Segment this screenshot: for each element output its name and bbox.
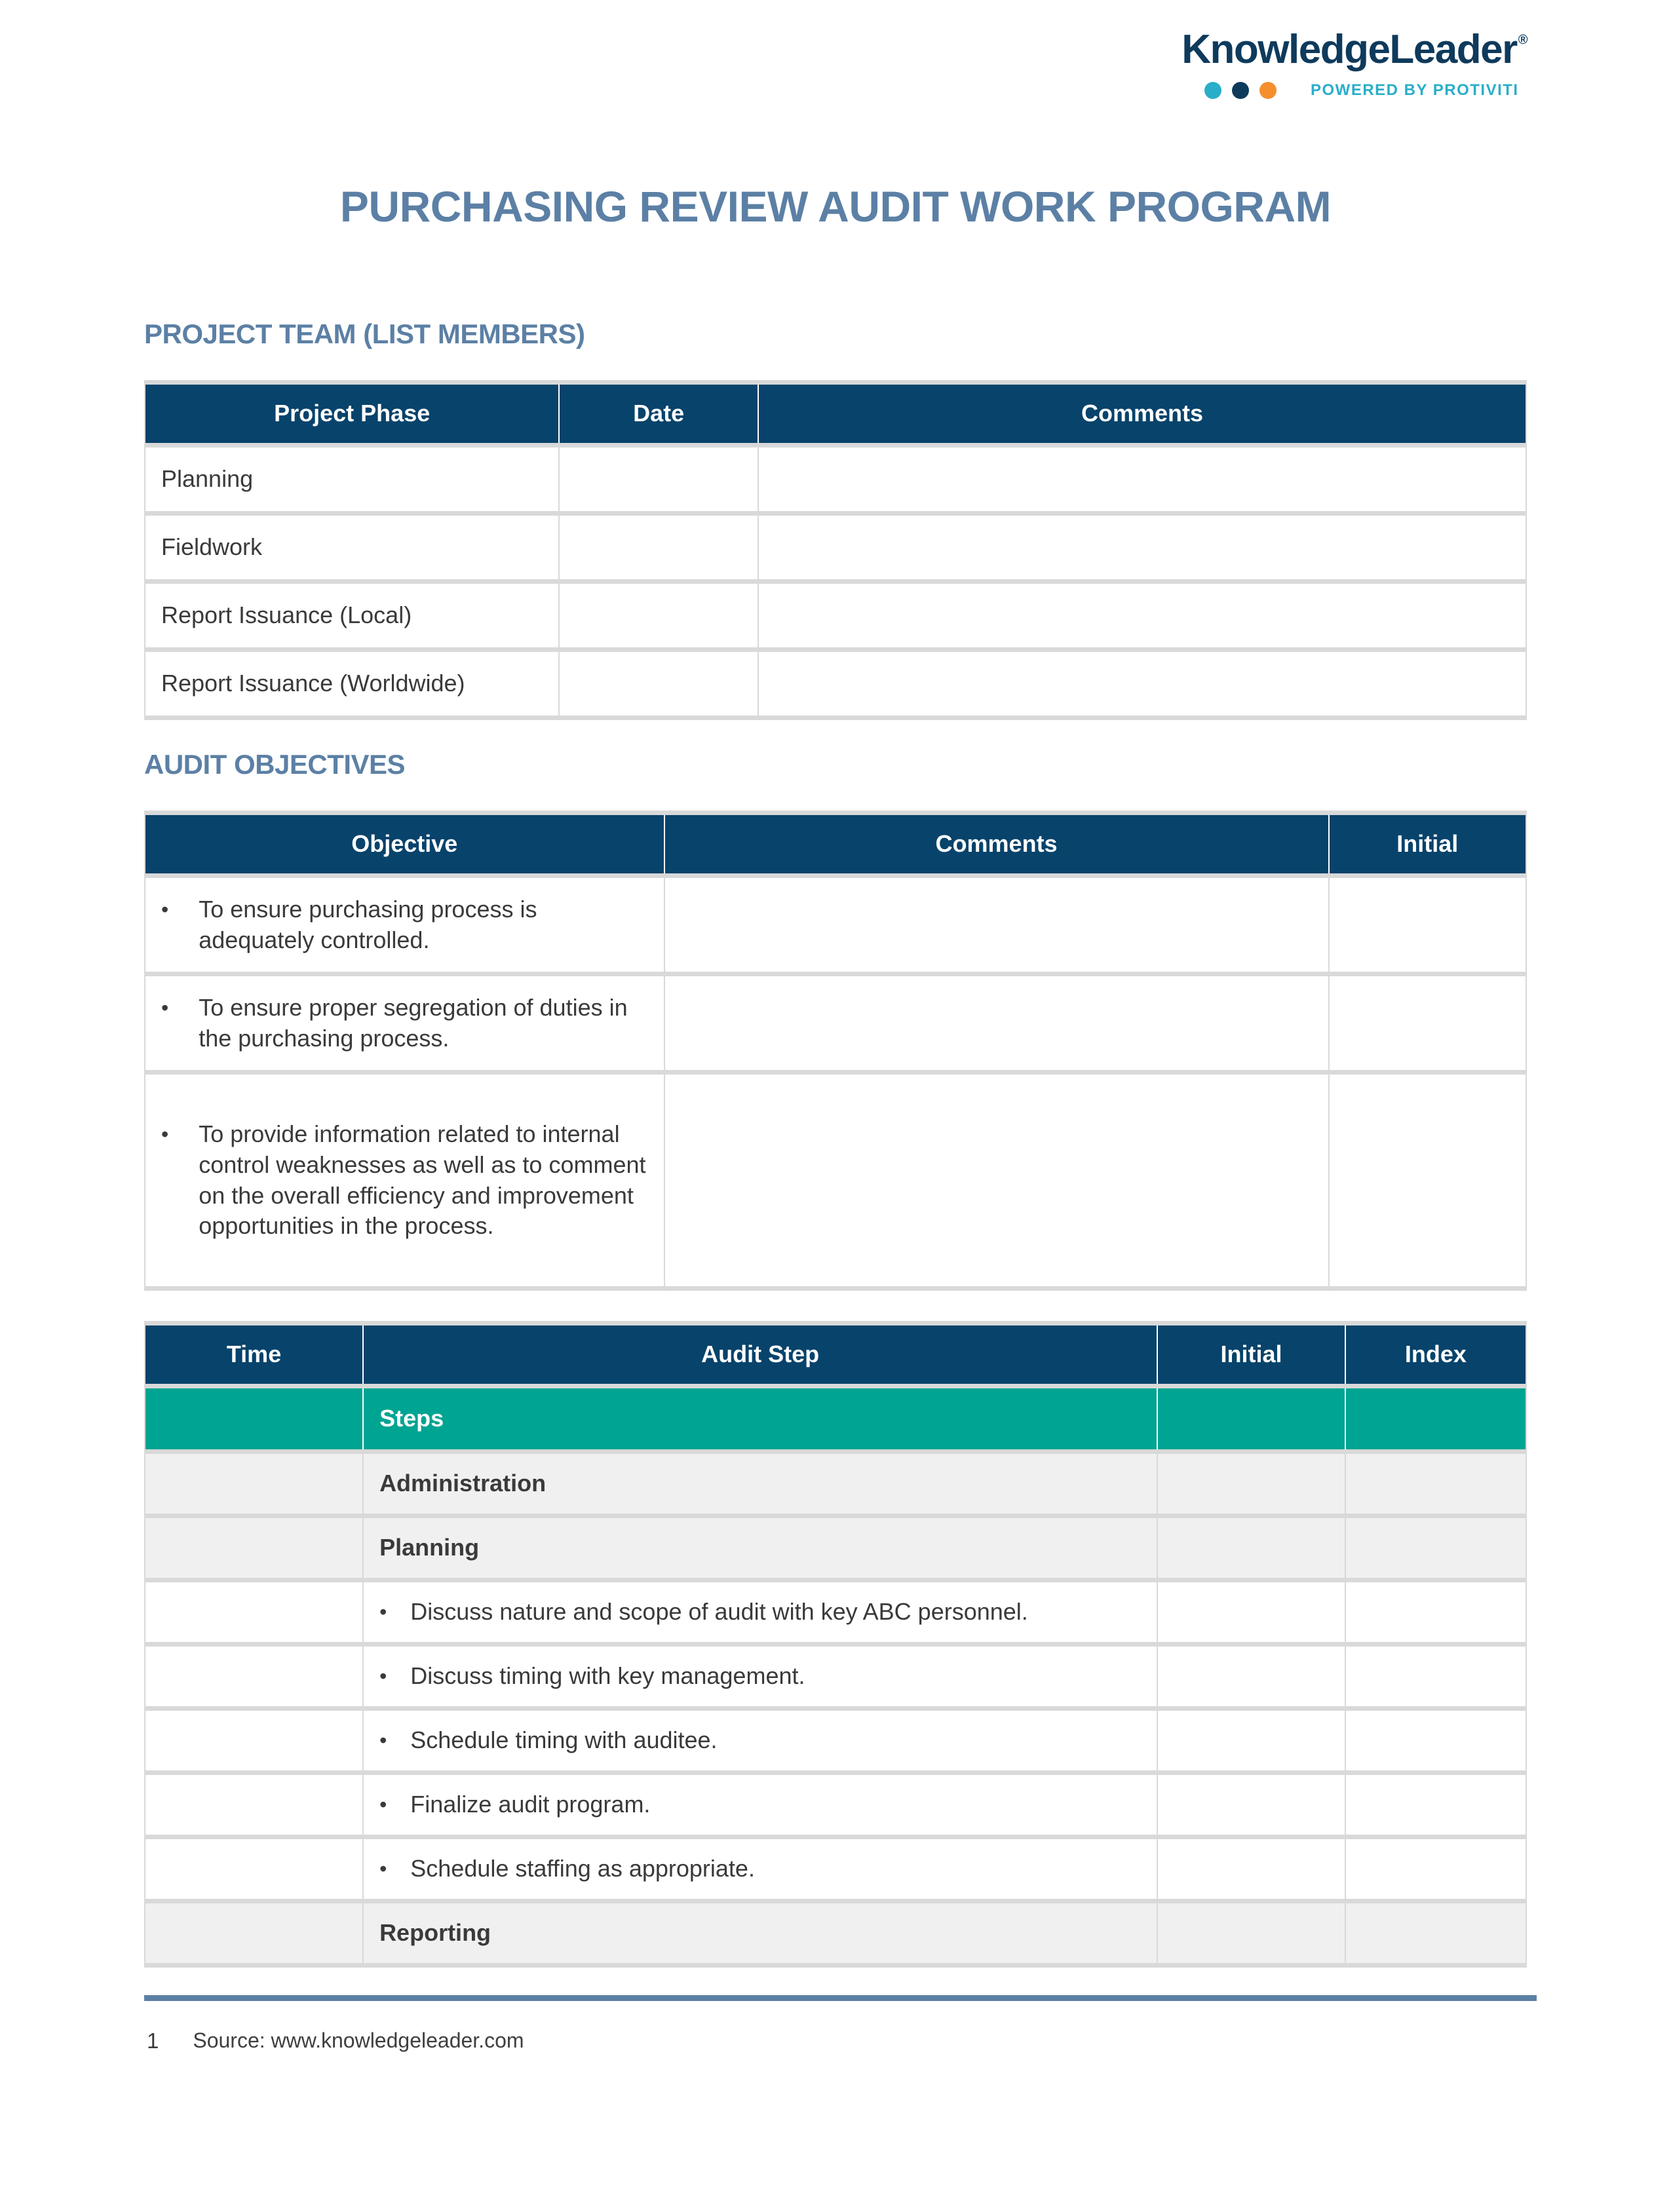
time-cell xyxy=(145,1452,363,1516)
table-row xyxy=(145,1580,1526,1645)
column-header-initial: Initial xyxy=(1157,1324,1345,1386)
objective-cell xyxy=(145,1073,664,1289)
step-text: Schedule staffing as appropriate. xyxy=(410,1855,755,1882)
comments-cell xyxy=(664,1073,1329,1289)
bullet-line xyxy=(379,1597,1141,1628)
brand-name-row xyxy=(1181,28,1527,72)
objective-text: To ensure proper segregation of duties in the purchasing process. xyxy=(199,993,628,1052)
step-cell xyxy=(363,1773,1157,1837)
table-row xyxy=(145,1901,1526,1966)
initial-cell xyxy=(1157,1709,1345,1773)
time-cell xyxy=(145,1516,363,1580)
project-team-heading: PROJECT TEAM (LIST MEMBERS) xyxy=(144,318,585,350)
brand-tagline-row xyxy=(1204,81,1527,100)
bullet-icon: • xyxy=(379,1664,387,1688)
objective-cell xyxy=(145,876,664,974)
time-cell xyxy=(145,1901,363,1966)
initial-cell xyxy=(1157,1516,1345,1580)
time-cell xyxy=(145,1709,363,1773)
table-header-row xyxy=(145,1324,1526,1386)
step-text: Finalize audit program. xyxy=(410,1791,651,1818)
table-row xyxy=(145,1645,1526,1709)
step-text: Schedule timing with auditee. xyxy=(410,1726,718,1754)
time-cell xyxy=(145,1386,363,1452)
table-row xyxy=(145,1773,1526,1837)
source-text: Source: www.knowledgeleader.com xyxy=(193,2029,524,2053)
column-header-index: Index xyxy=(1345,1324,1526,1386)
audit-objectives-table xyxy=(144,810,1527,1291)
table-header-row xyxy=(145,383,1526,446)
bullet-line xyxy=(161,1119,648,1242)
initial-cell xyxy=(1157,1901,1345,1966)
step-cell xyxy=(363,1837,1157,1901)
bullet-icon: • xyxy=(161,897,169,921)
footer xyxy=(144,2029,1527,2053)
initial-cell xyxy=(1157,1773,1345,1837)
bullet-icon: • xyxy=(161,1122,169,1146)
date-cell xyxy=(559,650,758,718)
table-row xyxy=(145,514,1526,582)
step-text: Discuss nature and scope of audit with key ABC personnel. xyxy=(410,1598,1028,1626)
phase-cell: Report Issuance (Local) xyxy=(145,582,559,650)
table-row xyxy=(145,650,1526,718)
initial-cell xyxy=(1329,1073,1526,1289)
date-cell xyxy=(559,514,758,582)
step-text: Discuss timing with key management. xyxy=(410,1662,805,1690)
footer-divider xyxy=(144,1995,1537,2001)
bullet-line xyxy=(379,1854,1141,1884)
step-cell xyxy=(363,1709,1157,1773)
brand-dot-orange-icon xyxy=(1259,82,1277,99)
document-page xyxy=(0,28,1671,2212)
column-header-comments: Comments xyxy=(664,813,1329,876)
table-row xyxy=(145,876,1526,974)
step-cell xyxy=(363,1580,1157,1645)
bullet-line xyxy=(161,993,648,1054)
index-cell xyxy=(1345,1516,1526,1580)
bullet-icon: • xyxy=(379,1600,387,1624)
initial-cell xyxy=(1157,1580,1345,1645)
brand-logo xyxy=(144,28,1527,100)
page-title: PURCHASING REVIEW AUDIT WORK PROGRAM xyxy=(339,182,1332,231)
table-row xyxy=(145,1073,1526,1289)
phase-cell: Fieldwork xyxy=(145,514,559,582)
initial-cell xyxy=(1329,974,1526,1073)
section-label: Steps xyxy=(363,1386,1157,1452)
brand-tagline: POWERED BY PROTIVITI xyxy=(1311,81,1519,100)
bullet-line xyxy=(379,1725,1141,1756)
brand-dot-cyan-icon xyxy=(1204,82,1221,99)
bullet-line xyxy=(379,1789,1141,1820)
table-row xyxy=(145,1516,1526,1580)
comments-cell xyxy=(758,514,1526,582)
comments-cell xyxy=(758,650,1526,718)
initial-cell xyxy=(1157,1837,1345,1901)
comments-cell xyxy=(664,876,1329,974)
phase-cell: Planning xyxy=(145,446,559,514)
time-cell xyxy=(145,1837,363,1901)
step-cell xyxy=(363,1645,1157,1709)
phase-cell: Report Issuance (Worldwide) xyxy=(145,650,559,718)
initial-cell xyxy=(1157,1386,1345,1452)
table-row xyxy=(145,1837,1526,1901)
bullet-icon: • xyxy=(379,1857,387,1881)
column-header-objective: Objective xyxy=(145,813,664,876)
table-row xyxy=(145,582,1526,650)
brand-name: KnowledgeLeader xyxy=(1181,27,1517,72)
index-cell xyxy=(1345,1645,1526,1709)
bullet-icon: • xyxy=(379,1728,387,1753)
bullet-line xyxy=(379,1661,1141,1692)
comments-cell xyxy=(758,582,1526,650)
column-header-audit-step: Audit Step xyxy=(363,1324,1157,1386)
date-cell xyxy=(559,582,758,650)
registered-mark: ® xyxy=(1518,33,1527,47)
bullet-line xyxy=(161,894,648,956)
bullet-icon: • xyxy=(161,995,169,1020)
steps-section-row xyxy=(145,1386,1526,1452)
index-cell xyxy=(1345,1837,1526,1901)
column-header-initial: Initial xyxy=(1329,813,1526,876)
comments-cell xyxy=(758,446,1526,514)
table-row xyxy=(145,446,1526,514)
index-cell xyxy=(1345,1901,1526,1966)
initial-cell xyxy=(1157,1645,1345,1709)
objective-text: To ensure purchasing process is adequately controlled. xyxy=(199,895,537,953)
initial-cell xyxy=(1157,1452,1345,1516)
index-cell xyxy=(1345,1709,1526,1773)
objective-cell xyxy=(145,974,664,1073)
column-header-date: Date xyxy=(559,383,758,446)
time-cell xyxy=(145,1645,363,1709)
audit-steps-table xyxy=(144,1321,1527,1968)
index-cell xyxy=(1345,1580,1526,1645)
audit-objectives-heading: AUDIT OBJECTIVES xyxy=(144,749,406,780)
brand-dot-navy-icon xyxy=(1232,82,1249,99)
step-subheader: Administration xyxy=(363,1452,1157,1516)
index-cell xyxy=(1345,1452,1526,1516)
step-subheader: Reporting xyxy=(363,1901,1157,1966)
objective-text: To provide information related to internal control weaknesses as well as to comment on the overall efficiency and improvement opportunities in the process. xyxy=(199,1120,646,1240)
table-row xyxy=(145,1452,1526,1516)
page-number: 1 xyxy=(147,2029,159,2053)
index-cell xyxy=(1345,1773,1526,1837)
column-header-time: Time xyxy=(145,1324,363,1386)
project-team-table xyxy=(144,380,1527,720)
table-row xyxy=(145,974,1526,1073)
index-cell xyxy=(1345,1386,1526,1452)
column-header-comments: Comments xyxy=(758,383,1526,446)
comments-cell xyxy=(664,974,1329,1073)
bullet-icon: • xyxy=(379,1793,387,1817)
initial-cell xyxy=(1329,876,1526,974)
date-cell xyxy=(559,446,758,514)
column-header-project-phase: Project Phase xyxy=(145,383,559,446)
time-cell xyxy=(145,1773,363,1837)
time-cell xyxy=(145,1580,363,1645)
table-header-row xyxy=(145,813,1526,876)
table-row xyxy=(145,1709,1526,1773)
step-subheader: Planning xyxy=(363,1516,1157,1580)
